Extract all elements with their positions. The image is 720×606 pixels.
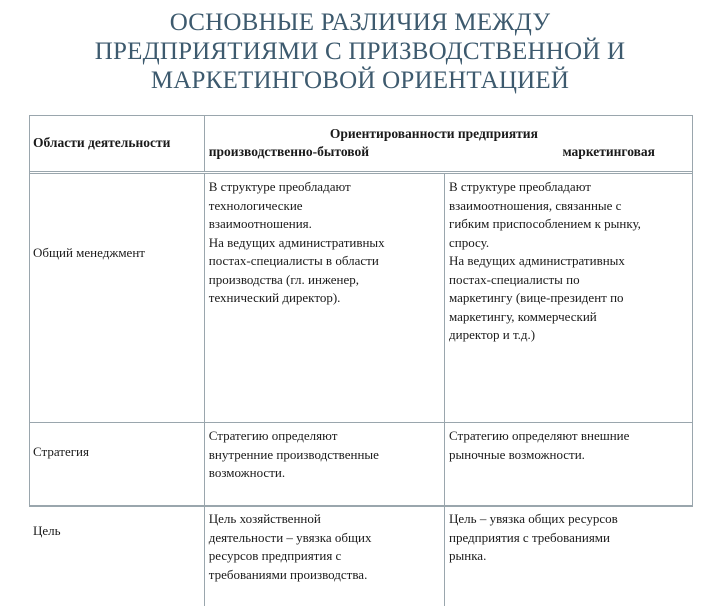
row-production-goal: Цель хозяйственной деятельности – увязка общих ресурсов предприятия с требованиями производства. xyxy=(204,506,444,606)
row-production-management: В структуре преобладают технологические взаимоотношения. На ведущих административных постах-специалисты в области производства (гл. инженер, технический директор). xyxy=(204,173,444,423)
table-header-row xyxy=(29,115,693,173)
row-marketing-management: В структуре преобладают взаимоотношения, связанные с гибким приспособлением к рынку, спросу. На ведущих административных постах-специалисты по маркетингу (вице-президент по маркетингу, коммерческий директор и т.д.) xyxy=(445,173,694,423)
header-orientation xyxy=(204,115,693,173)
title-line-1: ОСНОВНЫЕ РАЗЛИЧИЯ МЕЖДУ xyxy=(30,8,690,37)
header-marketing: маркетинговая xyxy=(562,143,655,162)
comparison-table xyxy=(29,115,693,606)
table-row xyxy=(29,423,693,506)
title-line-3: МАРКЕТИНГОВОЙ ОРИЕНТАЦИЕЙ xyxy=(30,66,690,95)
title-line-2: ПРЕДПРИЯТИЯМИ С ПРИЗВОДСТВЕННОЙ И xyxy=(30,37,690,66)
row-production-strategy: Стратегию определяют внутренние производственные возможности. xyxy=(204,423,444,506)
header-areas: Области деятельности xyxy=(29,115,204,173)
header-orientation-title: Ориентированности предприятия xyxy=(209,125,689,144)
row-area-strategy: Стратегия xyxy=(29,423,204,506)
table-row xyxy=(29,506,693,606)
row-marketing-strategy: Стратегию определяют внешние рыночные возможности. xyxy=(445,423,694,506)
row-area-management: Общий менеджмент xyxy=(29,173,204,423)
header-production: производственно-бытовой xyxy=(209,143,369,162)
row-area-goal: Цель xyxy=(29,506,204,606)
table-row xyxy=(29,173,693,423)
row-marketing-goal: Цель – увязка общих ресурсов предприятия с требованиями рынка. xyxy=(445,506,694,606)
slide-title xyxy=(30,8,690,95)
